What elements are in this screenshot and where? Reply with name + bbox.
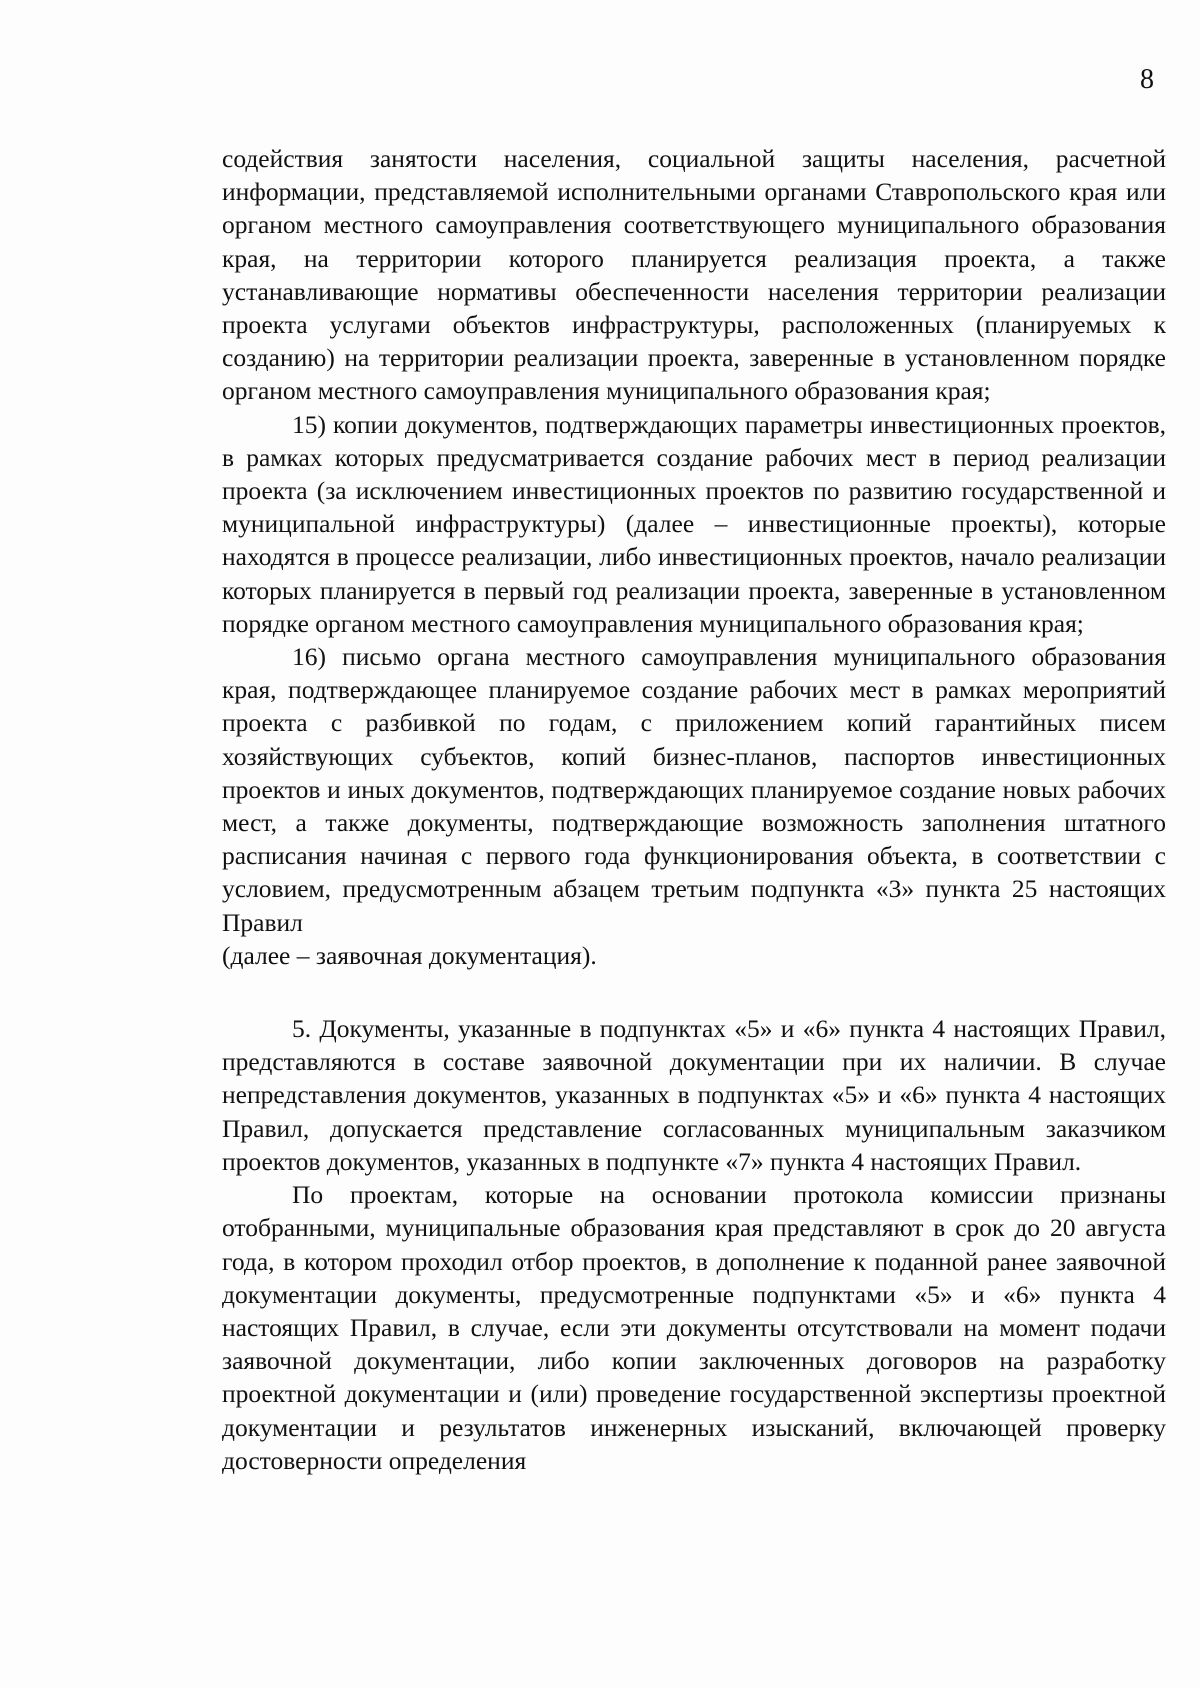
paragraph-item-15: 15) копии документов, подтверждающих параметры инвестиционных проектов, в рамках которых предусматривается создание рабочих мест в период реализации проекта (за исключением инвестиционных проектов по развитию государственной и муниципальной инфраструктуры) (далее – инвестиционные проекты), которые находятся в процессе реализации, либо инвестиционных проектов, начало реализации которых планируется в первый год реализации проекта, заверенные в установленном порядке органом местного самоуправления муниципального образования края; — [222, 409, 1166, 638]
document-body — [222, 142, 1166, 1477]
paragraph-spacer — [222, 972, 1166, 1012]
paragraph-item-16: 16) письмо органа местного самоуправления муниципального образования края, подтверждающее планируемое создание рабочих мест в рамках мероприятий проекта с разбивкой по годам, с приложением копий гарантийных писем хозяйствующих субъектов, копий бизнес-планов, паспортов инвестиционных проектов и иных документов, подтверждающих планируемое создание новых рабочих мест, а также документы, подтверждающие возможность заполнения штатного расписания начиная с первого года функционирования объекта, в соответствии с условием, предусмотренным абзацем третьим подпункта «3» пункта 25 настоящих Правил — [222, 642, 1166, 937]
paragraph-selected-projects: По проектам, которые на основании протокола комиссии признаны отобранными, муниципальные образования края представляют в срок до 20 августа года, в котором проходил отбор проектов, в дополнение к поданной ранее заявочной документации документы, предусмотренные подпунктами «5» и «6» пункта 4 настоящих Правил, в случае, если эти документы отсутствовали на момент подачи заявочной документации, либо копии заключенных договоров на разработку проектной документации и (или) проведение государственной экспертизы проектной документации и результатов инженерных изысканий, включающей проверку достоверности определения — [222, 1180, 1166, 1475]
paragraph-intro-continuation: содействия занятости населения, социальной защиты населения, расчетной информации, представляемой исполнительными органами Ставропольского края или органом местного самоуправления соответствующего муниципального образования края, на территории которого планируется реализация проекта, а также устанавливающие нормативы обеспеченности населения территории реализации проекта услугами объектов инфраструктуры, расположенных (планируемых к созданию) на территории реализации проекта, заверенные в установленном порядке органом местного самоуправления муниципального образования края; — [222, 144, 1166, 406]
paragraph-item-16-tail: (далее – заявочная документация). — [222, 940, 597, 970]
paragraph-clause-5: 5. Документы, указанные в подпунктах «5» и «6» пункта 4 настоящих Правил, представляются в составе заявочной документации при их наличии. В случае непредставления документов, указанных в подпунктах «5» и «6» пункта 4 настоящих Правил, допускается представление согласованных муниципальным заказчиком проектов документов, указанных в подпункте «7» пункта 4 настоящих Правил. — [222, 1014, 1166, 1176]
page-number: 8 — [1140, 64, 1154, 95]
